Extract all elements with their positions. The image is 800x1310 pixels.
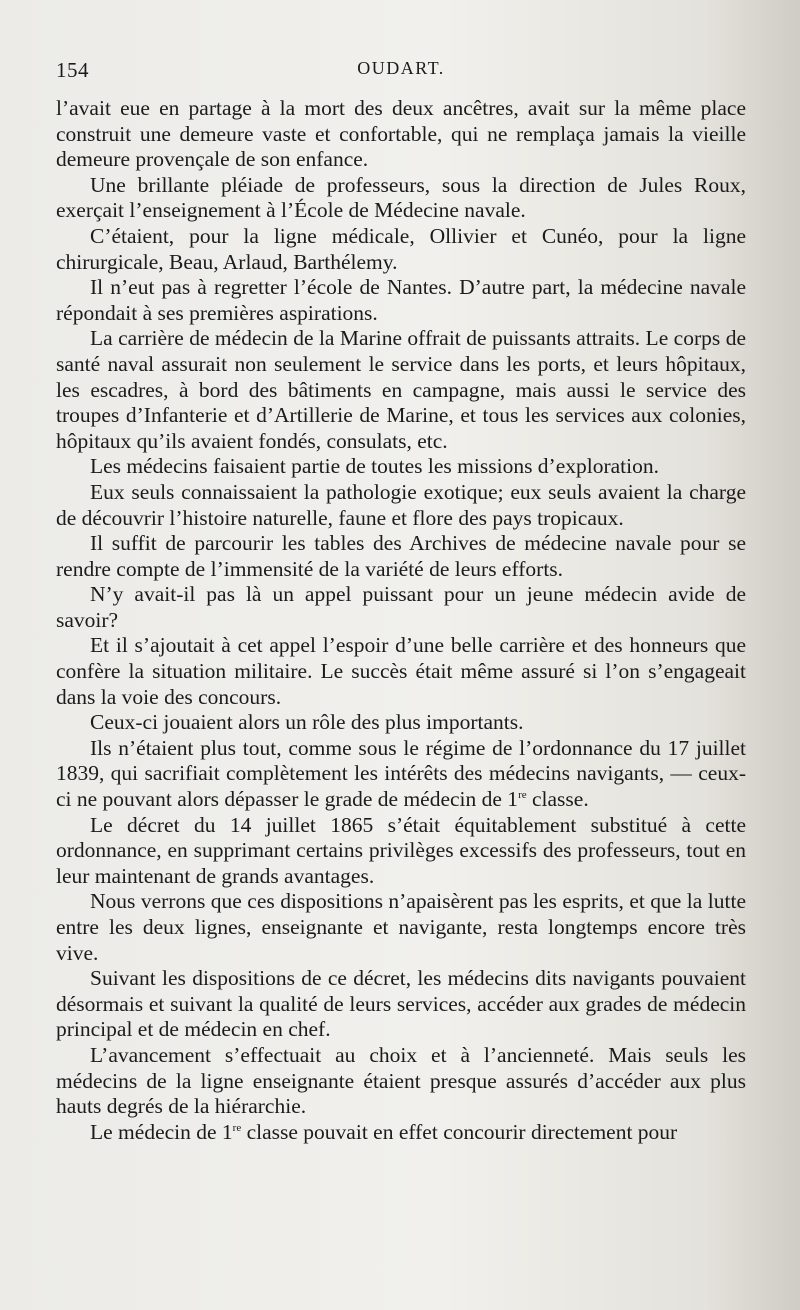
- paragraph-12: [56, 736, 746, 813]
- paragraph-8: Il suffit de parcourir les tables des Archives de médecine navale pour se rendre compte de l’immensité de la variété de leurs efforts.: [56, 531, 746, 581]
- paragraph-1: l’avait eue en partage à la mort des deux ancêtres, avait sur la même place construit une demeure vaste et confortable, qui ne remplaça jamais la vieille demeure provençale de son enfance.: [56, 96, 746, 172]
- paragraph-13: Le décret du 14 juillet 1865 s’était équitablement substitué à cette ordonnance, en supprimant certains privilèges excessifs des professeurs, tout en leur maintenant de grands avantages.: [56, 812, 746, 888]
- paragraph-10: Et il s’ajoutait à cet appel l’espoir d’une belle carrière et des honneurs que confère la situation militaire. Le succès était même assuré si l’on s’engageait dans la voie des concours.: [56, 633, 746, 709]
- paragraph-9: N’y avait-il pas là un appel puissant pour un jeune médecin avide de savoir?: [56, 582, 746, 632]
- paragraph-11: Ceux-ci jouaient alors un rôle des plus importants.: [90, 710, 524, 735]
- paragraph-2: Une brillante pléiade de professeurs, sous la direction de Jules Roux, exerçait l’enseignement à l’École de Médecine navale.: [56, 172, 746, 223]
- paragraph-17-text: Le médecin de 1: [90, 1119, 233, 1144]
- paragraph-6: Les médecins faisaient partie de toutes les missions d’exploration.: [90, 454, 660, 479]
- ordinal-superscript: re: [232, 1121, 242, 1134]
- paragraph-16: L’avancement s’effectuait au choix et à l’ancienneté. Mais seuls les médecins de la ligne enseignante étaient presque assurés d’accéder aux plus hauts degrés de la hiérarchie.: [56, 1042, 746, 1119]
- paragraph-17-end: classe pouvait en effet concourir directement pour: [241, 1119, 678, 1144]
- body-text: [56, 96, 746, 1145]
- paragraph-7: Eux seuls connaissaient la pathologie exotique; eux seuls avaient la charge de découvrir l’histoire naturelle, faune et flore des pays tropicaux.: [56, 479, 746, 530]
- paragraph-4: Il n’eut pas à regretter l’école de Nantes. D’autre part, la médecine navale répondait à ses premières aspirations.: [56, 275, 746, 325]
- paragraph-14: Nous verrons que ces dispositions n’apaisèrent pas les esprits, et que la lutte entre les deux lignes, enseignante et navigante, resta longtemps encore très vive.: [56, 889, 746, 965]
- paragraph-17: [56, 1120, 746, 1146]
- paragraph-15: Suivant les dispositions de ce décret, les médecins dits navigants pouvaient désormais et suivant la qualité de leurs services, accéder aux grades de médecin principal et de médecin en chef.: [56, 966, 746, 1042]
- running-head: OUDART.: [357, 58, 445, 78]
- paragraph-3: C’étaient, pour la ligne médicale, Ollivier et Cunéo, pour la ligne chirurgicale, Beau, Arlaud, Barthélemy.: [56, 223, 746, 274]
- page-number: 154: [56, 58, 89, 82]
- paragraph-12-end: classe.: [526, 787, 589, 812]
- ordinal-superscript: re: [518, 789, 527, 802]
- paragraph-12-text: Ils n’étaient plus tout, comme sous le régime de l’ordonnance du 17 juillet 1839, qui sacrifiait complètement les intérêts des médecins navigants, — ceux-ci ne pouvant alors dépasser le grade de médecin de 1: [56, 735, 746, 812]
- page-header: [56, 58, 746, 92]
- paragraph-5: La carrière de médecin de la Marine offrait de puissants attraits. Le corps de santé naval assurait non seulement le service dans les ports, et leurs hôpitaux, les escadres, à bord des bâtiments en campagne, mais aussi le service des troupes d’Infanterie et d’Artillerie de Marine, et tous les services aux colonies, hôpitaux qu’ils avaient fondés, consulats, etc.: [56, 326, 746, 453]
